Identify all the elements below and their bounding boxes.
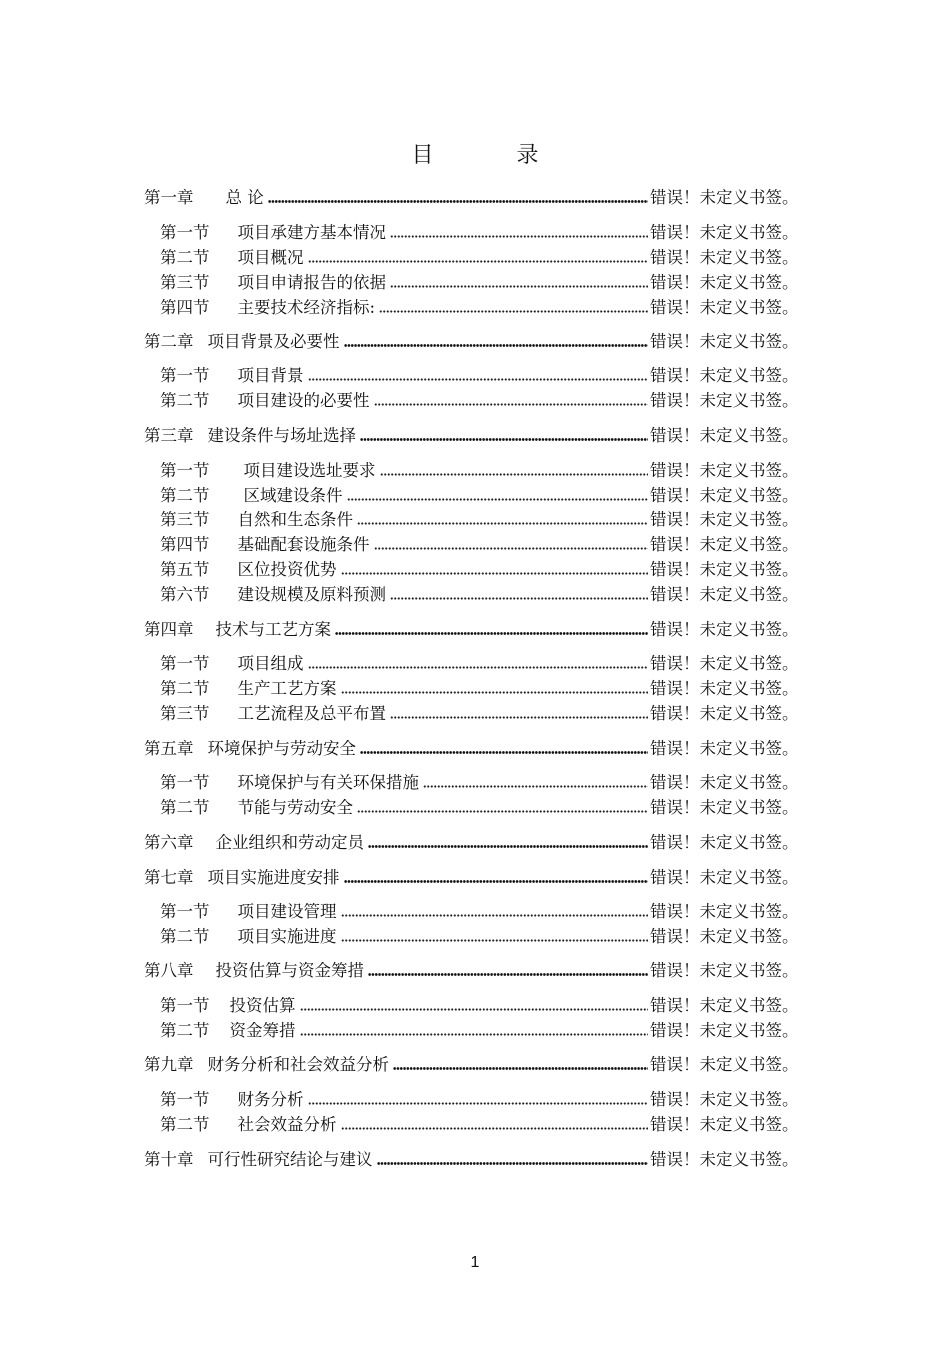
toc-leader-dots [390, 596, 648, 601]
toc-entry-label: 第一节 [160, 902, 210, 921]
toc-entry-title: 项目实施进度 [237, 927, 337, 946]
toc-entry-title: 总 论 [225, 188, 264, 207]
toc-entry-title: 基础配套设施条件 [237, 535, 370, 554]
toc-section-entry[interactable] [160, 247, 804, 269]
toc-page-reference: 错误！未定义书签。 [650, 585, 799, 604]
toc-section-entry[interactable] [160, 390, 804, 412]
toc-chapter-entry[interactable] [144, 1054, 804, 1076]
toc-entry-label: 第二节 [160, 248, 210, 267]
toc-entry-label: 第二章 [144, 332, 194, 351]
toc-entry-label: 第一节 [160, 223, 210, 242]
toc-entry-label: 第八章 [144, 961, 194, 980]
toc-entry-title: 生产工艺方案 [237, 679, 337, 698]
toc-page-reference: 错误！未定义书签。 [650, 833, 799, 852]
toc-entry-label: 第二节 [160, 1021, 210, 1040]
toc-page-reference: 错误！未定义书签。 [650, 1150, 799, 1169]
toc-page-reference: 错误！未定义书签。 [650, 798, 799, 817]
toc-entry-label: 第三章 [144, 426, 194, 445]
toc-chapter-entry[interactable] [144, 1149, 804, 1171]
toc-entry-label: 第五节 [160, 560, 210, 579]
toc-entry-label: 第六章 [144, 833, 194, 852]
toc-leader-dots [308, 377, 649, 382]
toc-entry-label: 第二节 [160, 1115, 210, 1134]
toc-page-reference: 错误！未定义书签。 [650, 332, 799, 351]
toc-page-reference: 错误！未定义书签。 [650, 486, 799, 505]
toc-entry-label: 第二节 [160, 679, 210, 698]
toc-leader-dots [300, 1032, 649, 1037]
toc-entry-title: 资金筹措 [229, 1021, 296, 1040]
toc-page-reference: 错误！未定义书签。 [650, 426, 799, 445]
toc-entry-label: 第四章 [144, 620, 194, 639]
toc-entry-title: 财务分析和社会效益分析 [207, 1055, 389, 1074]
toc-chapter-entry[interactable] [144, 619, 804, 641]
toc-leader-dots [423, 784, 648, 789]
toc-leader-dots [308, 259, 649, 264]
toc-page-reference: 错误！未定义书签。 [650, 461, 799, 480]
toc-section-entry[interactable] [160, 1089, 804, 1111]
toc-section-entry[interactable] [160, 460, 804, 482]
toc-leader-dots [390, 284, 648, 289]
toc-section-entry[interactable] [160, 534, 804, 556]
toc-leader-dots [393, 1066, 648, 1071]
toc-entry-label: 第一节 [160, 996, 210, 1015]
toc-section-entry[interactable] [160, 653, 804, 675]
toc-entry-title: 投资估算 [229, 996, 296, 1015]
toc-leader-dots [344, 343, 649, 348]
toc-chapter-entry[interactable] [144, 187, 804, 209]
toc-entry-title: 项目概况 [237, 248, 304, 267]
toc-page-reference: 错误！未定义书签。 [650, 273, 799, 292]
toc-entry-label: 第二节 [160, 486, 210, 505]
toc-leader-dots [308, 665, 649, 670]
toc-page-reference: 错误！未定义书签。 [650, 188, 799, 207]
toc-entry-label: 第一节 [160, 654, 210, 673]
toc-section-entry[interactable] [160, 703, 804, 725]
toc-page-reference: 错误！未定义书签。 [650, 1055, 799, 1074]
toc-entry-title: 项目建设的必要性 [237, 391, 370, 410]
toc-section-entry[interactable] [160, 584, 804, 606]
toc-entry-title: 区位投资优势 [237, 560, 337, 579]
toc-entry-label: 第二节 [160, 391, 210, 410]
toc-page-reference: 错误！未定义书签。 [650, 739, 799, 758]
toc-entry-label: 第九章 [144, 1055, 194, 1074]
toc-entry-label: 第二节 [160, 798, 210, 817]
toc-page-reference: 错误！未定义书签。 [650, 773, 799, 792]
toc-leader-dots [341, 938, 649, 943]
toc-leader-dots [360, 437, 648, 442]
toc-entry-title: 项目背景及必要性 [207, 332, 340, 351]
toc-entry-title: 主要技术经济指标: [237, 298, 376, 317]
toc-section-entry[interactable] [160, 365, 804, 387]
toc-entry-title: 项目建设管理 [237, 902, 337, 921]
toc-leader-dots [347, 497, 649, 502]
toc-leader-dots [335, 631, 648, 636]
toc-entry-title: 技术与工艺方案 [215, 620, 331, 639]
toc-page-reference: 错误！未定义书签。 [650, 248, 799, 267]
toc-chapter-entry[interactable] [144, 425, 804, 447]
toc-page-reference: 错误！未定义书签。 [650, 620, 799, 639]
toc-page-reference: 错误！未定义书签。 [650, 366, 799, 385]
toc-leader-dots [374, 402, 649, 407]
toc-page-reference: 错误！未定义书签。 [650, 704, 799, 723]
toc-entry-title: 工艺流程及总平布置 [237, 704, 386, 723]
toc-leader-dots [357, 521, 648, 526]
toc-page-reference: 错误！未定义书签。 [650, 298, 799, 317]
toc-chapter-entry[interactable] [144, 738, 804, 760]
toc-leader-dots [360, 750, 648, 755]
toc-section-entry[interactable] [160, 559, 804, 581]
toc-entry-label: 第十章 [144, 1150, 194, 1169]
toc-entry-title: 项目承建方基本情况 [237, 223, 386, 242]
toc-leader-dots [308, 1101, 649, 1106]
toc-leader-dots [357, 809, 648, 814]
toc-entry-title: 环境保护与劳动安全 [207, 739, 356, 758]
toc-leader-dots [368, 844, 648, 849]
toc-section-entry[interactable] [160, 926, 804, 948]
toc-leader-dots [341, 913, 649, 918]
toc-leader-dots [341, 690, 649, 695]
toc-entry-title: 社会效益分析 [237, 1115, 337, 1134]
toc-entry-label: 第一节 [160, 366, 210, 385]
toc-entry-title: 企业组织和劳动定员 [215, 833, 364, 852]
toc-leader-dots [341, 571, 649, 576]
toc-entry-title: 自然和生态条件 [237, 510, 353, 529]
toc-heading: 目 录 [411, 143, 577, 168]
toc-leader-dots [344, 879, 649, 884]
toc-entry-label: 第三节 [160, 704, 210, 723]
toc-entry-title: 建设条件与场址选择 [207, 426, 356, 445]
toc-entry-label: 第一节 [160, 461, 210, 480]
toc-leader-dots [341, 1126, 649, 1131]
toc-entry-label: 第六节 [160, 585, 210, 604]
toc-entry-label: 第五章 [144, 739, 194, 758]
toc-chapter-entry[interactable] [144, 832, 804, 854]
toc-entry-label: 第七章 [144, 868, 194, 887]
toc-entry-title: 建设规模及原料预测 [237, 585, 386, 604]
toc-chapter-entry[interactable] [144, 867, 804, 889]
toc-chapter-entry[interactable] [144, 960, 804, 982]
toc-leader-dots [374, 546, 649, 551]
page-number: 1 [470, 1254, 480, 1271]
toc-section-entry[interactable] [160, 901, 804, 923]
toc-leader-dots [380, 472, 649, 477]
toc-entry-title: 财务分析 [237, 1090, 304, 1109]
toc-leader-dots [368, 972, 648, 977]
toc-leader-dots [377, 1161, 649, 1166]
toc-page-reference: 错误！未定义书签。 [650, 1115, 799, 1134]
toc-entry-title: 区域建设条件 [243, 486, 343, 505]
toc-entry-label: 第三节 [160, 510, 210, 529]
toc-entry-title: 可行性研究结论与建议 [207, 1150, 373, 1169]
toc-page-reference: 错误！未定义书签。 [650, 902, 799, 921]
toc-section-entry[interactable] [160, 509, 804, 531]
toc-section-entry[interactable] [160, 222, 804, 244]
toc-leader-dots [379, 309, 648, 314]
toc-entry-title: 投资估算与资金筹措 [215, 961, 364, 980]
toc-section-entry[interactable] [160, 1114, 804, 1136]
toc-leader-dots [390, 234, 648, 239]
toc-entry-label: 第三节 [160, 273, 210, 292]
toc-page-reference: 错误！未定义书签。 [650, 1090, 799, 1109]
toc-section-entry[interactable] [160, 1020, 804, 1042]
toc-leader-dots [390, 715, 648, 720]
toc-leader-dots [268, 199, 648, 204]
toc-page-reference: 错误！未定义书签。 [650, 1021, 799, 1040]
toc-page-reference: 错误！未定义书签。 [650, 679, 799, 698]
toc-entry-title: 项目实施进度安排 [207, 868, 340, 887]
toc-section-entry[interactable] [160, 772, 804, 794]
toc-entry-title: 项目申请报告的依据 [237, 273, 386, 292]
toc-page-reference: 错误！未定义书签。 [650, 868, 799, 887]
toc-page-reference: 错误！未定义书签。 [650, 927, 799, 946]
toc-entry-label: 第四节 [160, 535, 210, 554]
toc-entry-label: 第二节 [160, 927, 210, 946]
toc-leader-dots [300, 1007, 649, 1012]
toc-section-entry[interactable] [160, 485, 804, 507]
toc-entry-title: 项目建设选址要求 [243, 461, 376, 480]
toc-page-reference: 错误！未定义书签。 [650, 560, 799, 579]
toc-entry-title: 环境保护与有关环保措施 [237, 773, 419, 792]
toc-entry-title: 项目背景 [237, 366, 304, 385]
toc-page-reference: 错误！未定义书签。 [650, 654, 799, 673]
toc-entry-title: 节能与劳动安全 [237, 798, 353, 817]
toc-page-reference: 错误！未定义书签。 [650, 996, 799, 1015]
toc-section-entry[interactable] [160, 297, 804, 319]
toc-page-reference: 错误！未定义书签。 [650, 391, 799, 410]
toc-section-entry[interactable] [160, 678, 804, 700]
toc-entry-label: 第四节 [160, 298, 210, 317]
toc-section-entry[interactable] [160, 995, 804, 1017]
toc-entry-title: 项目组成 [237, 654, 304, 673]
toc-section-entry[interactable] [160, 272, 804, 294]
toc-page-reference: 错误！未定义书签。 [650, 223, 799, 242]
toc-page-reference: 错误！未定义书签。 [650, 535, 799, 554]
toc-entry-label: 第一节 [160, 1090, 210, 1109]
toc-entry-label: 第一节 [160, 773, 210, 792]
toc-chapter-entry[interactable] [144, 331, 804, 353]
toc-page-reference: 错误！未定义书签。 [650, 961, 799, 980]
toc-page-reference: 错误！未定义书签。 [650, 510, 799, 529]
toc-section-entry[interactable] [160, 797, 804, 819]
toc-entry-label: 第一章 [144, 188, 194, 207]
